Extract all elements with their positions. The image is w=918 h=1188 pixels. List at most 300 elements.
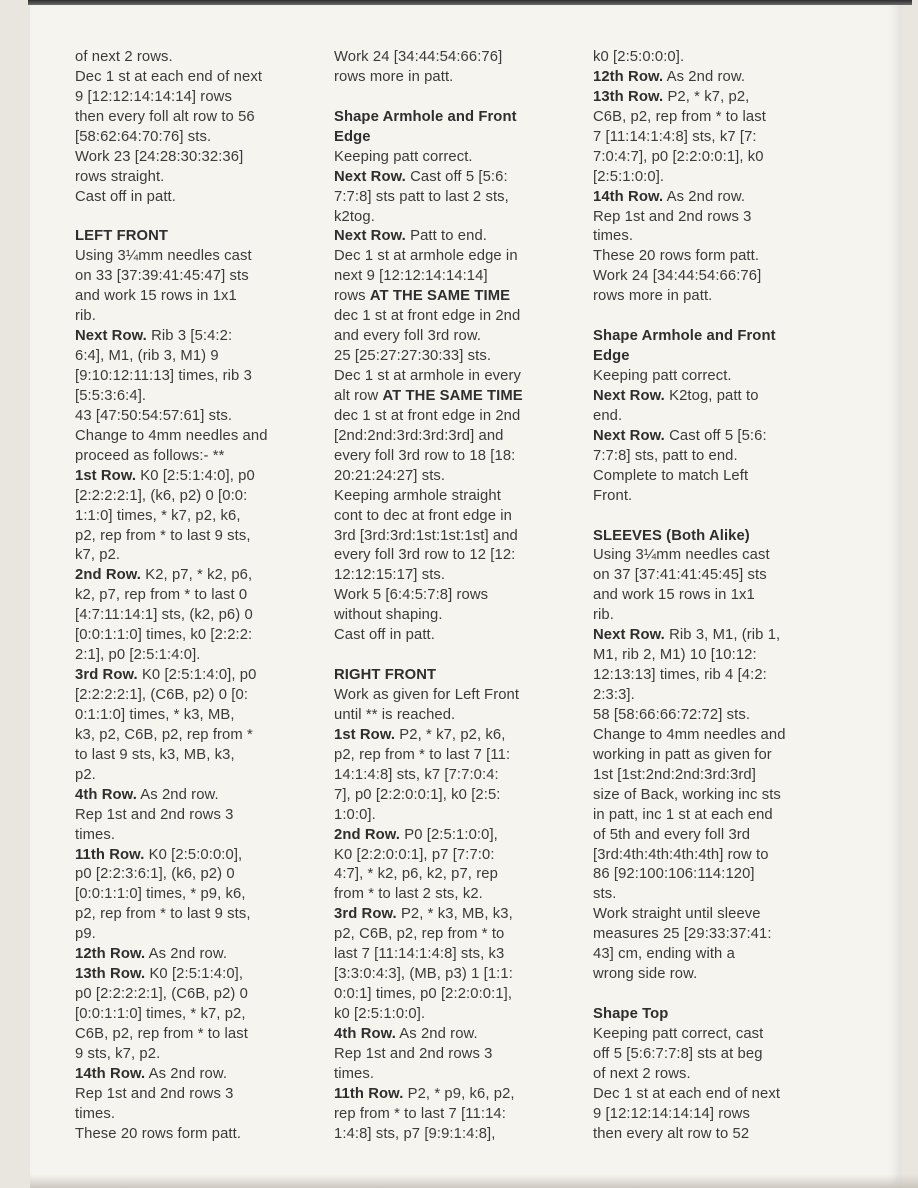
text-line <box>593 1085 843 1105</box>
text-line <box>334 885 584 905</box>
text-line <box>593 806 843 826</box>
line-text: p2, rep from * to last 9 sts, <box>75 906 251 923</box>
text-line <box>593 168 843 188</box>
text-line <box>75 686 325 706</box>
line-text: rows <box>334 288 370 305</box>
text-line <box>334 626 584 646</box>
text-line <box>593 447 843 467</box>
line-text: Work 24 [34:44:54:66:76] <box>334 49 503 65</box>
page-bottom-shadow <box>30 1174 918 1188</box>
paragraph-gap <box>593 307 843 327</box>
line-text: rep from * to last 7 [11:14: <box>334 1105 506 1122</box>
line-text: 3rd [3rd:3rd:1st:1st:1st] and <box>334 527 518 544</box>
line-text: 9 [12:12:14:14:14] rows <box>593 1105 750 1122</box>
text-column-3 <box>593 48 843 1145</box>
text-line <box>593 586 843 606</box>
text-line <box>75 546 325 566</box>
line-text: rows more in patt. <box>334 68 454 85</box>
line-text: Cast off in patt. <box>334 627 435 644</box>
text-line <box>334 706 584 726</box>
text-line <box>593 606 843 626</box>
line-text: and work 15 rows in 1x1 <box>593 587 755 604</box>
text-line <box>75 865 325 885</box>
text-line <box>593 407 843 427</box>
line-text: Complete to match Left <box>593 467 749 484</box>
text-line <box>75 945 325 965</box>
row-label: Next Row. <box>593 427 665 444</box>
line-text: k7, p2. <box>75 547 121 564</box>
line-text: dec 1 st at front edge in 2nd <box>334 308 521 325</box>
line-text: Rep 1st and 2nd rows 3 <box>75 1085 234 1102</box>
line-text: last 7 [11:14:1:4:8] sts, k3 <box>334 946 505 963</box>
line-text: size of Back, working inc sts <box>593 786 781 803</box>
text-line <box>75 846 325 866</box>
text-line <box>593 846 843 866</box>
text-line <box>75 1045 325 1065</box>
row-label: 13th Row. <box>593 88 664 105</box>
line-text: p0 [2:2:3:6:1], (k6, p2) 0 <box>75 866 235 883</box>
page-top-edge <box>28 0 912 5</box>
text-line <box>75 88 325 108</box>
line-text: 43 [47:50:54:57:61] sts. <box>75 407 233 424</box>
text-line <box>593 945 843 965</box>
text-line <box>593 965 843 985</box>
text-line <box>593 227 843 247</box>
text-line <box>593 108 843 128</box>
line-text: times. <box>75 826 116 843</box>
line-text: without shaping. <box>334 607 443 624</box>
text-line <box>334 467 584 487</box>
line-text: k2, p7, rep from * to last 0 <box>75 587 248 604</box>
line-text: P2, * k3, MB, k3, <box>396 906 513 923</box>
line-text: Keeping patt correct. <box>334 148 473 165</box>
text-line <box>75 1125 325 1145</box>
line-text: Cast off 5 [5:6: <box>664 427 767 444</box>
text-line <box>334 1045 584 1065</box>
text-line <box>75 806 325 826</box>
text-line <box>593 247 843 267</box>
text-line <box>334 68 584 88</box>
paragraph-gap <box>334 88 584 108</box>
text-line <box>75 287 325 307</box>
text-line <box>75 726 325 746</box>
text-line <box>334 1085 584 1105</box>
line-text: Work 5 [6:4:5:7:8] rows <box>334 587 489 604</box>
row-label: 1st Row. <box>75 467 137 484</box>
text-line <box>593 487 843 507</box>
text-line <box>334 48 584 68</box>
text-line <box>334 227 584 247</box>
paragraph-gap <box>75 208 325 228</box>
row-label: 2nd Row. <box>334 826 401 843</box>
text-line <box>75 1085 325 1105</box>
text-line <box>334 367 584 387</box>
text-line <box>334 726 584 746</box>
line-text: 4:7], * k2, p6, k2, p7, rep <box>334 866 498 883</box>
line-text: Rep 1st and 2nd rows 3 <box>75 806 234 823</box>
line-text: Rep 1st and 2nd rows 3 <box>593 208 752 225</box>
line-text: until ** is reached. <box>334 706 456 723</box>
text-line <box>75 108 325 128</box>
text-line <box>75 427 325 447</box>
line-text: C6B, p2, rep from * to last <box>75 1025 248 1042</box>
text-line <box>75 128 325 148</box>
line-text: every foll 3rd row to 18 [18: <box>334 447 516 464</box>
text-line <box>593 387 843 407</box>
line-text: K0 [2:5:1:4:0], <box>145 966 244 983</box>
line-text: 6:4], M1, (rib 3, M1) 9 <box>75 348 219 365</box>
text-line <box>75 267 325 287</box>
line-text: on 37 [37:41:41:45:45] sts <box>593 567 767 584</box>
row-label: 4th Row. <box>334 1025 396 1042</box>
section-heading: LEFT FRONT <box>75 228 169 245</box>
line-text: M1, rib 2, M1) 10 [10:12: <box>593 647 757 664</box>
line-text: Change to 4mm needles and <box>75 427 268 444</box>
emphasis-text: AT THE SAME TIME <box>382 387 523 404</box>
text-line <box>75 1025 325 1045</box>
line-text: 86 [92:100:106:114:120] <box>593 866 755 883</box>
line-text: 58 [58:66:66:72:72] sts. <box>593 706 751 723</box>
text-line <box>334 447 584 467</box>
line-text: 43] cm, ending with a <box>593 946 735 963</box>
section-heading: Edge <box>593 348 630 365</box>
text-line <box>593 666 843 686</box>
line-text: times. <box>334 1065 375 1082</box>
text-line <box>75 646 325 666</box>
text-line <box>593 905 843 925</box>
text-line <box>75 527 325 547</box>
text-line <box>593 746 843 766</box>
text-line <box>75 666 325 686</box>
text-line <box>334 487 584 507</box>
line-text: of 5th and every foll 3rd <box>593 826 751 843</box>
line-text: 1:4:8] sts, p7 [9:9:1:4:8], <box>334 1125 496 1142</box>
line-text: 2:1], p0 [2:5:1:4:0]. <box>75 647 201 664</box>
text-line <box>593 1125 843 1145</box>
line-text: on 33 [37:39:41:45:47] sts <box>75 268 249 285</box>
line-text: [3rd:4th:4th:4th:4th] row to <box>593 846 769 863</box>
line-text: then every alt row to 52 <box>593 1125 750 1142</box>
line-text: [2:2:2:2:1], (k6, p2) 0 [0:0: <box>75 487 248 504</box>
line-text: of next 2 rows. <box>75 49 173 65</box>
line-text: Rib 3 [5:4:2: <box>146 328 233 345</box>
text-column-1 <box>75 48 325 1145</box>
line-text: k2tog. <box>334 208 375 225</box>
line-text: 9 [12:12:14:14:14] rows <box>75 88 232 105</box>
section-heading: Shape Armhole and Front <box>334 108 517 125</box>
line-text: cont to dec at front edge in <box>334 507 513 524</box>
line-text: Front. <box>593 487 633 504</box>
text-line <box>593 367 843 387</box>
line-text: P0 [2:5:1:0:0], <box>400 826 498 843</box>
text-line <box>593 766 843 786</box>
text-line <box>593 826 843 846</box>
text-line <box>75 786 325 806</box>
line-text: Dec 1 st at armhole in every <box>334 368 522 384</box>
line-text: p2, C6B, p2, rep from * to <box>334 926 505 943</box>
text-line <box>334 985 584 1005</box>
line-text: wrong side row. <box>593 966 698 983</box>
text-line <box>593 1045 843 1065</box>
text-line <box>593 208 843 228</box>
text-line <box>334 566 584 586</box>
line-text: 1st [1st:2nd:2nd:3rd:3rd] <box>593 766 756 783</box>
line-text: to last 9 sts, k3, MB, k3, <box>75 746 235 763</box>
row-label: 11th Row. <box>75 846 145 863</box>
line-text: then every foll alt row to 56 <box>75 108 255 125</box>
text-line <box>593 287 843 307</box>
text-line <box>593 1025 843 1045</box>
text-line <box>75 507 325 527</box>
line-text: K0 [2:5:0:0:0], <box>144 846 243 863</box>
text-line <box>334 188 584 208</box>
row-label: Next Row. <box>334 228 406 245</box>
text-line <box>334 786 584 806</box>
text-line <box>593 1065 843 1085</box>
row-label: 13th Row. <box>75 966 146 983</box>
line-text: As 2nd row. <box>663 188 746 205</box>
row-label: 1st Row. <box>334 726 396 743</box>
text-line <box>334 1065 584 1085</box>
line-text: These 20 rows form patt. <box>593 248 760 265</box>
line-text: [0:0:1:1:0] times, * p9, k6, <box>75 886 246 903</box>
text-line <box>334 287 584 307</box>
text-line <box>75 706 325 726</box>
text-line <box>75 1065 325 1085</box>
line-text: 7:7:8] sts patt to last 2 sts, <box>334 188 509 205</box>
text-line <box>75 148 325 168</box>
line-text: Dec 1 st at each end of next <box>593 1085 781 1102</box>
text-line <box>334 267 584 287</box>
row-label: Next Row. <box>593 627 665 644</box>
text-line <box>75 885 325 905</box>
line-text: K0 [2:2:0:0:1], p7 [7:7:0: <box>334 846 495 863</box>
text-line <box>75 467 325 487</box>
line-text: As 2nd row. <box>145 1065 228 1082</box>
line-text: [4:7:11:14:1] sts, (k2, p6) 0 <box>75 607 253 624</box>
text-line <box>334 527 584 547</box>
line-text: Patt to end. <box>405 228 487 245</box>
line-text: p2, rep from * to last 9 sts, <box>75 527 251 544</box>
text-line <box>593 188 843 208</box>
text-line <box>593 566 843 586</box>
line-text: Dec 1 st at armhole edge in <box>334 248 518 265</box>
line-text: sts. <box>593 886 617 903</box>
text-line <box>593 267 843 287</box>
line-text: alt row <box>334 387 383 404</box>
line-text: [2:5:1:0:0]. <box>593 168 665 185</box>
row-label: 2nd Row. <box>75 567 142 584</box>
line-text: 12:13:13] times, rib 4 [4:2: <box>593 667 767 684</box>
line-text: 12:12:15:17] sts. <box>334 567 446 584</box>
line-text: As 2nd row. <box>136 786 219 803</box>
text-line <box>334 427 584 447</box>
line-text: 25 [25:27:27:30:33] sts. <box>334 348 492 365</box>
line-text: These 20 rows form patt. <box>75 1125 242 1142</box>
text-column-2 <box>334 48 584 1145</box>
text-line <box>75 606 325 626</box>
line-text: 7], p0 [2:2:0:0:1], k0 [2:5: <box>334 786 501 803</box>
text-line <box>334 686 584 706</box>
line-text: k0 [2:5:1:0:0]. <box>334 1006 426 1022</box>
text-line <box>334 387 584 407</box>
line-text: p2, rep from * to last 7 [11: <box>334 746 511 763</box>
line-text: rib. <box>593 607 614 624</box>
line-text: [2nd:2nd:3rd:3rd:3rd] and <box>334 427 504 444</box>
text-line <box>75 626 325 646</box>
text-line <box>75 367 325 387</box>
row-label: Next Row. <box>593 387 665 404</box>
text-line <box>334 1005 584 1025</box>
text-line <box>334 208 584 228</box>
line-text: As 2nd row. <box>395 1025 478 1042</box>
line-text: P2, * p9, k6, p2, <box>403 1085 515 1102</box>
line-text: 20:21:24:27] sts. <box>334 467 446 484</box>
row-label: Next Row. <box>75 328 147 345</box>
line-text: proceed as follows:- ** <box>75 447 225 464</box>
line-text: p0 [2:2:2:2:1], (C6B, p2) 0 <box>75 986 248 1003</box>
text-line <box>593 546 843 566</box>
line-text: dec 1 st at front edge in 2nd <box>334 407 521 424</box>
row-label: 14th Row. <box>75 1065 146 1082</box>
text-line <box>334 746 584 766</box>
text-line <box>75 447 325 467</box>
line-text: k0 [2:5:0:0:0]. <box>593 49 685 65</box>
line-text: Keeping patt correct. <box>593 368 732 384</box>
section-heading: Shape Armhole and Front <box>593 328 776 345</box>
text-line <box>75 905 325 925</box>
line-text: Work 24 [34:44:54:66:76] <box>593 268 762 285</box>
text-line <box>334 347 584 367</box>
line-text: times. <box>75 1105 116 1122</box>
line-text: rows straight. <box>75 168 165 185</box>
line-text: Work straight until sleeve <box>593 906 761 923</box>
line-text: and every foll 3rd row. <box>334 328 482 345</box>
line-text: Keeping patt correct, cast <box>593 1025 764 1042</box>
text-line <box>334 826 584 846</box>
line-text: times. <box>593 228 634 245</box>
line-text: P2, * k7, p2, k6, <box>395 726 506 743</box>
line-text: [2:2:2:2:1], (C6B, p2) 0 [0: <box>75 687 249 703</box>
text-line <box>593 885 843 905</box>
line-text: 7:0:4:7], p0 [2:2:0:0:1], k0 <box>593 148 764 165</box>
section-heading: RIGHT FRONT <box>334 667 437 684</box>
line-text: C6B, p2, rep from * to last <box>593 108 766 125</box>
line-text: Cast off in patt. <box>75 188 176 205</box>
text-line <box>75 1105 325 1125</box>
line-text: next 9 [12:12:14:14:14] <box>334 268 488 285</box>
text-line <box>75 387 325 407</box>
line-text: end. <box>593 407 623 424</box>
line-text: K2tog, patt to <box>664 387 759 404</box>
text-line <box>75 327 325 347</box>
text-line <box>593 68 843 88</box>
line-text: K0 [2:5:1:4:0], p0 <box>136 467 255 484</box>
row-label: 12th Row. <box>593 68 664 85</box>
text-line <box>593 128 843 148</box>
text-line <box>75 48 325 68</box>
text-line <box>75 985 325 1005</box>
line-text: Rib 3, M1, (rib 1, <box>664 627 781 644</box>
text-line <box>75 965 325 985</box>
text-line <box>593 865 843 885</box>
section-heading: SLEEVES (Both Alike) <box>593 527 750 544</box>
line-text: As 2nd row. <box>663 68 746 85</box>
line-text: [3:3:0:4:3], (MB, p3) 1 [1:1: <box>334 966 513 983</box>
text-line <box>593 467 843 487</box>
text-line <box>75 925 325 945</box>
line-text: working in patt as given for <box>593 746 772 763</box>
text-line <box>593 88 843 108</box>
line-text: Work as given for Left Front <box>334 687 520 703</box>
text-line <box>334 945 584 965</box>
text-line <box>593 925 843 945</box>
text-line <box>334 148 584 168</box>
text-line <box>334 168 584 188</box>
line-text: Work 23 [24:28:30:32:36] <box>75 148 244 165</box>
line-text: 0:0:1] times, p0 [2:2:0:0:1], <box>334 986 513 1003</box>
line-text: Using 3¼mm needles cast <box>593 547 770 564</box>
text-line <box>593 148 843 168</box>
line-text: in patt, inc 1 st at each end <box>593 806 773 823</box>
text-line <box>593 646 843 666</box>
text-line <box>75 247 325 267</box>
text-line <box>334 407 584 427</box>
text-line <box>593 48 843 68</box>
line-text: Cast off 5 [5:6: <box>405 168 508 185</box>
line-text: of next 2 rows. <box>593 1065 691 1082</box>
line-text: rows more in patt. <box>593 288 713 305</box>
line-text: Keeping armhole straight <box>334 487 501 504</box>
text-line <box>75 347 325 367</box>
paragraph-gap <box>593 985 843 1005</box>
text-line <box>593 726 843 746</box>
line-text: p9. <box>75 926 96 943</box>
text-line <box>334 1125 584 1145</box>
text-line <box>75 766 325 786</box>
text-line <box>334 586 584 606</box>
line-text: Change to 4mm needles and <box>593 726 786 743</box>
line-text: 9 sts, k7, p2. <box>75 1045 161 1062</box>
text-line <box>334 965 584 985</box>
text-line <box>75 188 325 208</box>
text-line <box>334 905 584 925</box>
line-text: [0:0:1:1:0] times, k0 [2:2:2: <box>75 627 253 644</box>
text-line <box>75 586 325 606</box>
text-line <box>593 1105 843 1125</box>
line-text: 0:1:1:0] times, * k3, MB, <box>75 706 235 723</box>
line-text: [9:10:12:11:13] times, rib 3 <box>75 368 252 384</box>
line-text: K2, p7, * k2, p6, <box>141 567 253 584</box>
row-label: Next Row. <box>334 168 406 185</box>
text-line <box>334 247 584 267</box>
section-heading: Shape Top <box>593 1006 669 1022</box>
row-label: 3rd Row. <box>334 906 397 923</box>
line-text: from * to last 2 sts, k2. <box>334 886 483 903</box>
text-line <box>75 487 325 507</box>
line-text: 7 [11:14:1:4:8] sts, k7 [7: <box>593 128 757 145</box>
line-text: [0:0:1:1:0] times, * k7, p2, <box>75 1006 246 1022</box>
line-text: every foll 3rd row to 12 [12: <box>334 547 516 564</box>
line-text: [5:5:3:6:4]. <box>75 387 147 404</box>
text-line <box>593 786 843 806</box>
line-text: Rep 1st and 2nd rows 3 <box>334 1045 493 1062</box>
paragraph-gap <box>334 646 584 666</box>
text-line <box>334 806 584 826</box>
text-line <box>75 746 325 766</box>
paragraph-gap <box>593 507 843 527</box>
line-text: [58:62:64:70:76] sts. <box>75 128 212 145</box>
